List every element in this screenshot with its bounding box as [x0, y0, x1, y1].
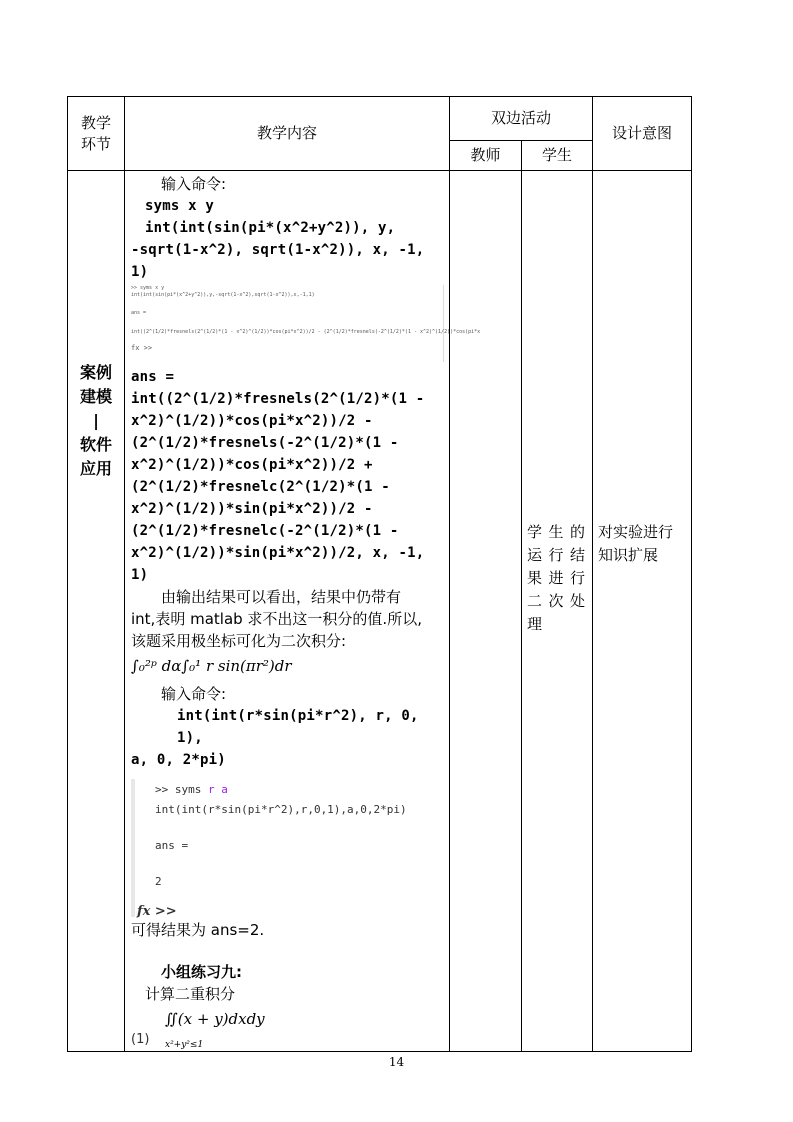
answer-line: (2^(1/2)*fresnelc(-2^(1/2)*(1 -	[131, 523, 399, 539]
result-text: 可得结果为 ans=2.	[131, 921, 265, 939]
answer-line: (2^(1/2)*fresnelc(2^(1/2)*(1 -	[131, 479, 390, 495]
design-intent: 对实验进行知识扩展	[598, 523, 674, 564]
exercise-number: (1)	[131, 1032, 150, 1047]
answer-line: x^2)^(1/2))*sin(pi*x^2))/2, x, -1, 1)	[131, 545, 425, 583]
code-line: int(int(r*sin(pi*r^2), r, 0, 1),	[177, 708, 419, 746]
command-prompt-1: 输入命令:	[161, 175, 227, 193]
segment-cell	[68, 171, 125, 1052]
double-integral-formula: ∬(x + y)dxdy	[165, 1010, 265, 1028]
matlab-screenshot-1	[131, 285, 481, 362]
student-cell	[522, 171, 593, 1052]
content-cell	[125, 171, 481, 1052]
console-line: int(int(sin(pi*(x^2+y^2)),y,-sqrt(1-x^2),sqrt(1-x^2)),x,-1,1)	[131, 291, 315, 298]
matlab-screenshot-2	[131, 779, 417, 917]
header-student: 学生	[522, 141, 593, 171]
header-teacher: 教师	[450, 141, 522, 171]
code-line: a, 0, 2*pi)	[131, 752, 226, 768]
code-line: int(int(sin(pi*(x^2+y^2)), y,	[145, 220, 396, 236]
console-line: ans =	[155, 839, 189, 852]
teacher-cell	[450, 171, 522, 1052]
answer-line: x^2)^(1/2))*cos(pi*x^2))/2 +	[131, 457, 373, 473]
lesson-table	[67, 96, 692, 1052]
header-segment: 教学 环节	[68, 97, 125, 171]
command-prompt-2: 输入命令:	[161, 685, 227, 703]
answer-line: ans =	[131, 369, 175, 385]
header-intent: 设计意图	[593, 97, 692, 171]
answer-line: x^2)^(1/2))*sin(pi*x^2))/2 -	[131, 501, 373, 517]
explanation-text: int,表明 matlab 求不出这一积分的值.所以,	[131, 610, 422, 628]
console-prompt: fx >>	[137, 904, 177, 919]
group-exercise-title: 小组练习九:	[161, 963, 242, 981]
student-activity: 学生的运行结果进行二次处理	[527, 523, 587, 633]
code-line: -sqrt(1-x^2), sqrt(1-x^2)), x, -1, 1)	[131, 242, 425, 280]
answer-line: x^2)^(1/2))*cos(pi*x^2))/2 -	[131, 413, 373, 429]
console-line: >> syms r a	[155, 783, 228, 796]
header-bilateral: 双边活动	[450, 97, 593, 141]
double-integral-exercise	[131, 1007, 443, 1051]
page-number: 14	[388, 1055, 405, 1069]
console-line: 2	[155, 875, 162, 888]
code-line: syms x y	[145, 198, 215, 214]
polar-integral-formula: ∫₀²ᵖ dα∫₀¹ r sin(πr²)dr	[131, 657, 292, 675]
console-line: ans =	[131, 310, 147, 316]
explanation-text: 该题采用极坐标可化为二次积分:	[131, 632, 347, 650]
console-line: >> syms x y	[131, 285, 165, 291]
integral-region: x²+y²≤1	[165, 1040, 204, 1050]
console-line: int(int(r*sin(pi*r^2),r,0,1),a,0,2*pi)	[155, 803, 407, 816]
console-line: int((2^(1/2)*fresnels(2^(1/2)*(1 - x^2)^(1/2))*cos(pi*x^2))/2 - (2^(1/2)*fresnels(-2^(1/2)*(1 - x^2)^(1/2))*cos(pi*x	[131, 328, 481, 335]
answer-line: (2^(1/2)*fresnels(-2^(1/2)*(1 -	[131, 435, 399, 451]
segment-label: 案例 建模 | 软件 应用	[79, 363, 112, 478]
exercise-instruction: 计算二重积分	[145, 985, 236, 1003]
header-content: 教学内容	[125, 97, 450, 171]
intent-cell	[593, 171, 692, 1052]
answer-line: int((2^(1/2)*fresnels(2^(1/2)*(1 -	[131, 391, 425, 407]
explanation-text: 由输出结果可以看出，结果中仍带有	[161, 588, 402, 606]
console-prompt: fx >>	[131, 344, 153, 352]
